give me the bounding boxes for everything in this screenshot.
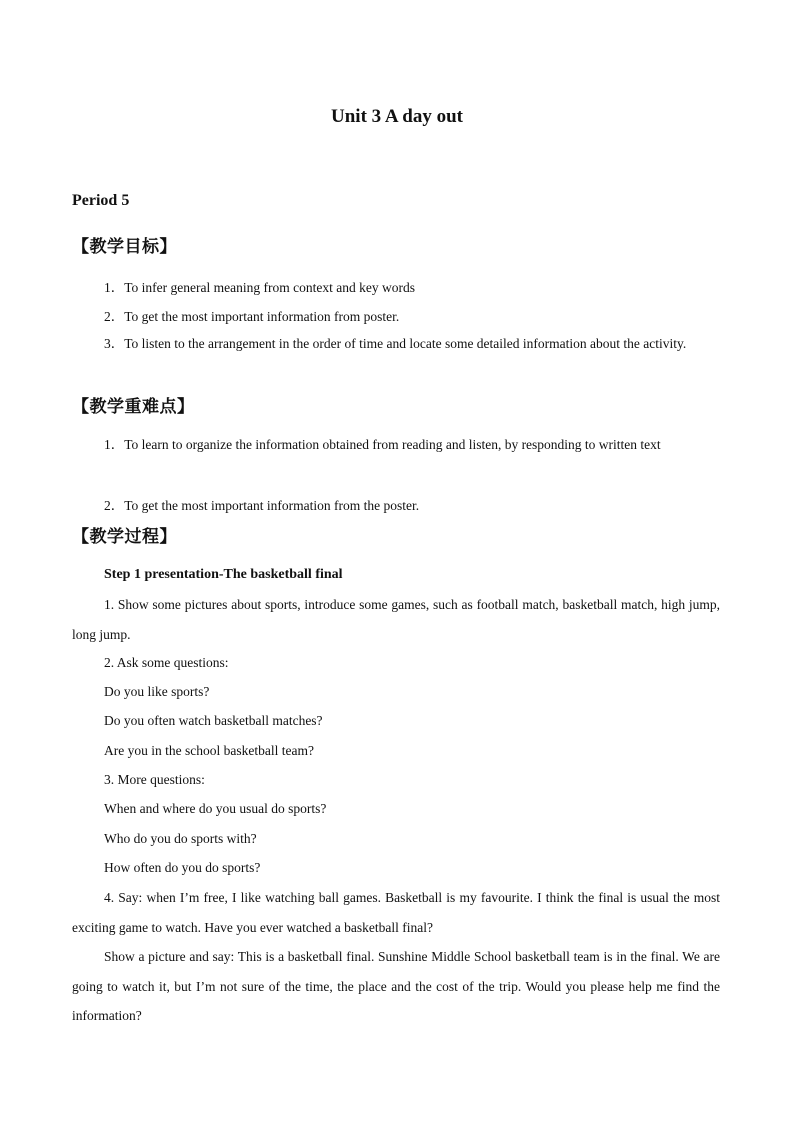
objective-item-1: 1．To infer general meaning from context and key words: [104, 280, 415, 295]
objective-item-3: 3．To listen to the arrangement in the order of time and locate some detailed information about the activity.: [104, 336, 687, 351]
process-paragraph-1: 1. Show some pictures about sports, introduce some games, such as football match, basketball match, high jump, long jump.: [72, 597, 720, 642]
document-title: Unit 3 A day out: [331, 106, 463, 127]
question-6: How often do you do sports?: [104, 860, 261, 875]
question-4: When and where do you usual do sports?: [104, 801, 327, 816]
process-paragraph-4: 4. Say: when I’m free, I like watching ball games. Basketball is my favourite. I think the final is usual the most exciting game to watch. Have you ever watched a basketball final?: [72, 890, 720, 935]
step-1-title: Step 1 presentation-The basketball final: [104, 567, 343, 582]
process-paragraph-3: 3. More questions:: [104, 772, 205, 787]
process-paragraph-2: 2. Ask some questions:: [104, 655, 229, 670]
question-2: Do you often watch basketball matches?: [104, 713, 323, 728]
section-heading-key-points: 【教学重难点】: [72, 397, 195, 417]
process-paragraph-5: Show a picture and say: This is a basketball final. Sunshine Middle School basketball team is in the final. We are going to watch it, but I’m not sure of the time, the place and the cost of the trip. Would you please help me find the information?: [72, 949, 720, 1023]
question-3: Are you in the school basketball team?: [104, 743, 314, 758]
period-label: Period 5: [72, 192, 130, 209]
question-1: Do you like sports?: [104, 684, 210, 699]
question-5: Who do you do sports with?: [104, 831, 257, 846]
objective-item-2: 2．To get the most important information from poster.: [104, 309, 400, 324]
section-heading-process: 【教学过程】: [72, 527, 177, 547]
section-heading-objectives: 【教学目标】: [72, 237, 177, 257]
key-point-item-1: 1．To learn to organize the information obtained from reading and listen, by responding to written text: [104, 437, 661, 452]
key-point-item-2: 2．To get the most important information from the poster.: [104, 498, 420, 513]
